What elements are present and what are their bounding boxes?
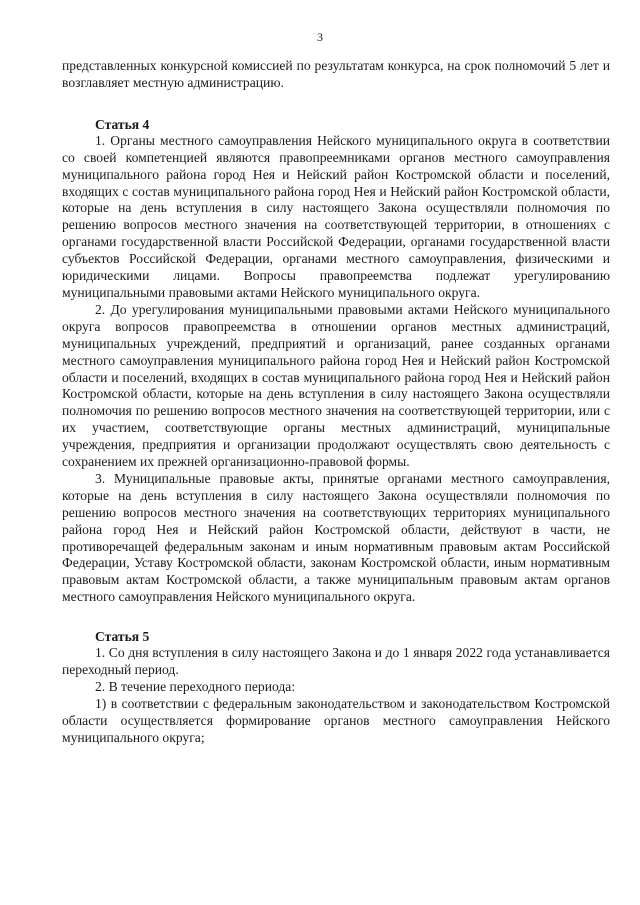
intro-paragraph: представленных конкурсной комиссией по результатам конкурса, на срок полномочий 5 лет и возглавляет местную администрацию. [62, 58, 610, 90]
document-body [62, 58, 610, 747]
page-number: 3 [317, 30, 323, 44]
article-4-paragraph-1: 1. Органы местного самоуправления Нейского муниципального округа в соответствии со своей компетенцией являются правопреемниками органов местного самоуправления муниципального района город Нея и Нейский район Костромской области и поселений, входящих с состав муниципального района город Нея и Нейский район Костромской области, которые на день вступления в силу настоящего Закона осуществляли полномочия по решению вопросов местного значения на соответствующей территории, в отношениях с органами государственной власти Российской Федерации, органами государственной власти субъектов Российской Федерации, органами местного самоуправления, физическими и юридическими лицами. Вопросы правопреемства подлежат урегулированию муниципальными правовыми актами Нейского муниципального округа. [62, 132, 610, 300]
article-5-title: Статья 5 [95, 629, 150, 645]
article-5-paragraph-3: 1) в соответствии с федеральным законодательством и законодательством Костромской области осуществляется формирование органов местного самоуправления Нейского муниципального округа; [62, 695, 610, 745]
article-4-paragraph-2: 2. До урегулирования муниципальными правовыми актами Нейского муниципального округа вопросов правопреемства в отношении органов местных администраций, муниципальных учреждений, предприятий и организаций, ранее созданных органами местного самоуправления муниципального района город Нея и Нейский район Костромской области и поселений, входящих в состав муниципального района город Нея и Нейский район Костромской области, которые на день вступления в силу настоящего Закона осуществляли полномочия по решению вопросов местного значения на соответствующей территории, или с их участием, соответствующие органы местных администраций, муниципальные учреждения, предприятия и организации продолжают осуществлять свою деятельность с сохранением их прежней организационно-правовой формы. [62, 301, 610, 470]
article-4-paragraph-3: 3. Муниципальные правовые акты, принятые органами местного самоуправления, которые на день вступления в силу настоящего Закона осуществляли полномочия по решению вопросов местного значения на соответствующих территориях муниципального района город Нея и Нейский район Костромской области, действуют в части, не противоречащей федеральным законам и иным нормативным правовым актам Российской Федерации, Уставу Костромской области, законам Костромской области, иным нормативным правовым актам Костромской области, а также муниципальным правовым актам органов местного самоуправления Нейского муниципального округа. [62, 470, 610, 605]
article-5-paragraph-1: 1. Со дня вступления в силу настоящего Закона и до 1 января 2022 года устанавливается переходный период. [62, 645, 610, 678]
article-4-title: Статья 4 [95, 116, 150, 132]
article-5-paragraph-2: 2. В течение переходного периода: [95, 679, 296, 694]
